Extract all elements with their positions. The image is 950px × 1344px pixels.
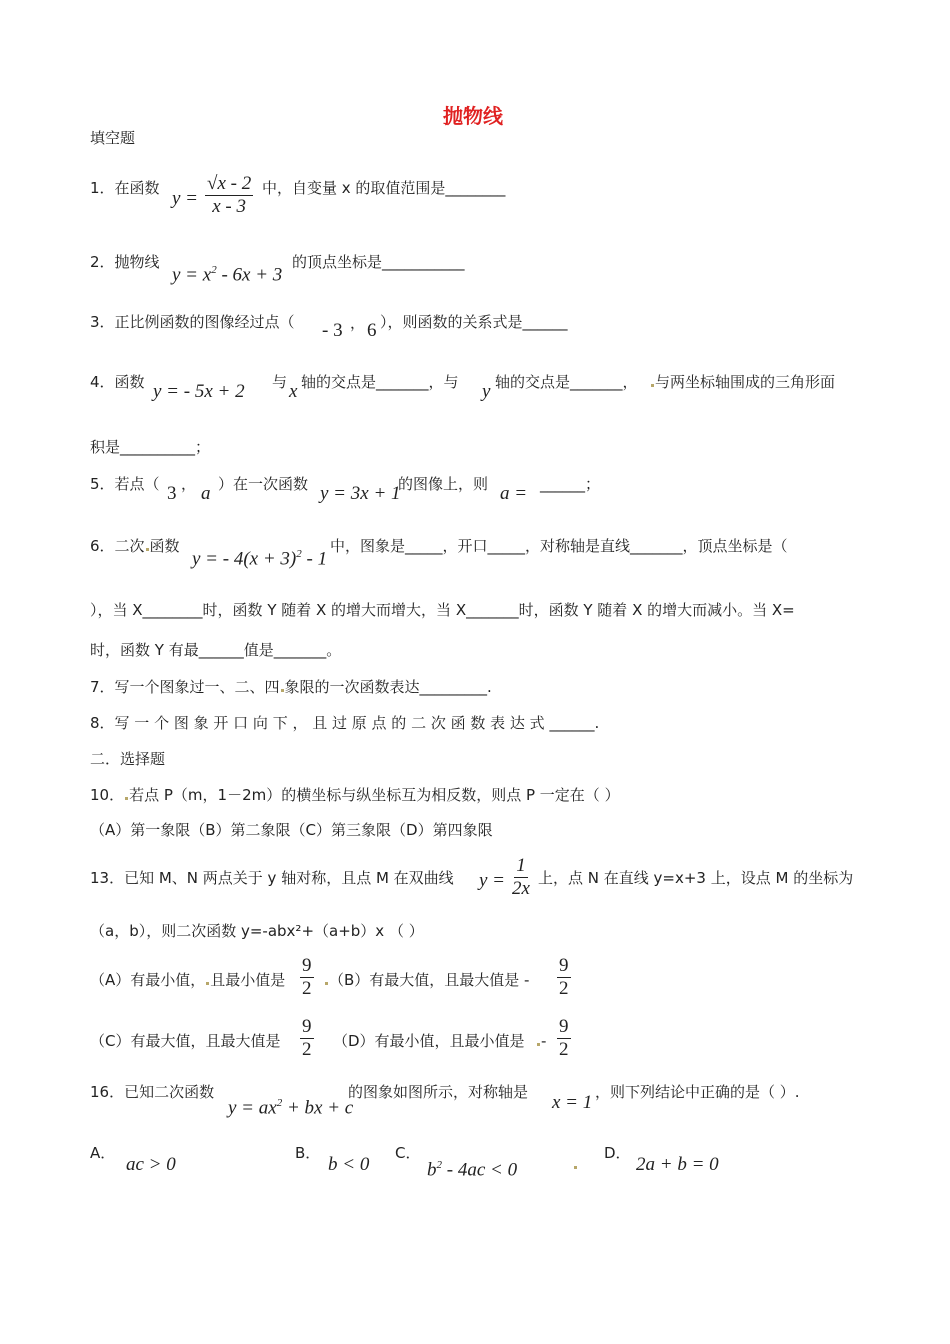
q16-option-d: 2a + b = 0 [636, 1154, 719, 1175]
q13-frac-c: $\frac{9}{2}$ [302, 1016, 312, 1060]
section-fill-blank: 填空题 [90, 129, 136, 147]
q16-option-a: ac > 0 [126, 1154, 176, 1175]
decor-dot [146, 548, 149, 551]
q4-pre: 4．函数 [90, 373, 145, 391]
q1-numerator: √x - 2 [207, 173, 252, 194]
q4-mid2: 轴的交点是_______，与 [301, 373, 459, 391]
page-title: 抛物线 [443, 104, 503, 128]
q4-post: 与两坐标轴围成的三角形面 [650, 372, 835, 392]
q6-line3: 时，函数 Y 有最______值是_______。 [90, 641, 342, 659]
q13-option-a: （A）有最小值， 且最小值是 [90, 971, 286, 989]
q3-post: ），则函数的关系式是______ [380, 313, 568, 331]
q3-point-x: - 3 [322, 320, 343, 341]
q5-comma: ， [181, 475, 197, 493]
q13-option-d-minus: - [536, 1031, 546, 1051]
q16-option-b-label: B． [295, 1144, 321, 1162]
q1-fraction [205, 173, 253, 218]
decor-dot [537, 1043, 540, 1046]
q13-denominator: 2x [512, 878, 530, 899]
q6-pre: 6．二次 函数 [90, 537, 180, 555]
q13-option-c: （C）有最大值，且最大值是 [90, 1032, 281, 1050]
q7: 7．写一个图象过一、二、四 象限的一次函数表达_________. [90, 678, 492, 696]
q3-pre: 3．正比例函数的图像经过点（ [90, 313, 295, 331]
q5-formula: y = 3x + 1 [320, 483, 401, 504]
q4-y: y [482, 381, 491, 402]
q2-pre: 2．抛物线 [90, 253, 160, 271]
q6-line2: ），当 X________时，函数 Y 随着 X 的增大而增大，当 X_______时，函数 Y 随着 X 的增大而减小。当 X= [90, 601, 795, 619]
q16-option-b: b < 0 [328, 1154, 370, 1175]
q16-option-c-label: C． [395, 1144, 421, 1162]
decor-dot [281, 689, 284, 692]
q6-post: 中，图象是_____，开口_____，对称轴是直线_______，顶点坐标是（ [330, 537, 788, 555]
q2-formula: $y = x^2 - 6x + 3$ [172, 264, 283, 286]
decor-dot [125, 797, 128, 800]
q5-point-a: a [201, 483, 211, 504]
q13-line2: （a，b），则二次函数 y=-abx²+（a+b）x （ ） [90, 922, 424, 940]
q4-mid3: 轴的交点是_______， [495, 373, 638, 391]
q13-fraction [510, 855, 532, 900]
q1-pre: 1．在函数 [90, 179, 160, 197]
decor-dot [206, 982, 209, 985]
q16-axis: x = 1 [552, 1092, 593, 1113]
q13-frac-b: $\frac{9}{2}$ [559, 955, 569, 999]
q13-frac-d: $\frac{9}{2}$ [559, 1016, 569, 1060]
decor-dot [325, 982, 328, 985]
q16-option-d-label: D． [604, 1144, 631, 1162]
q5-pre: 5．若点（ [90, 475, 160, 493]
q8: 8．写 一 个 图 象 开 口 向 下 ， 且 过 原 点 的 二 次 函 数 表 达 式 ______. [90, 714, 600, 732]
decor-dot [573, 1154, 578, 1173]
q5-answer: a = [500, 483, 528, 504]
q13-post: 上，点 N 在直线 y=x+3 上，设点 M 的坐标为 [538, 869, 854, 887]
q16-post: ，则下列结论中正确的是（ ）. [595, 1083, 800, 1101]
q1-post: 中，自变量 x 的取值范围是________ [262, 179, 506, 197]
q10-options: （A）第一象限（B）第二象限（C）第三象限（D）第四象限 [90, 821, 493, 839]
q13-pre: 13．已知 M、N 两点关于 y 轴对称，且点 M 在双曲线 [90, 869, 454, 887]
q3-point-y: 6 [367, 320, 377, 341]
q5-mid: ）在一次函数 [218, 475, 309, 493]
q16-pre: 16．已知二次函数 [90, 1083, 215, 1101]
q1-lhs: y = [172, 188, 199, 209]
q16-option-c: $b^2 - 4ac < 0$ [427, 1159, 518, 1181]
q13-numerator: 1 [516, 855, 526, 876]
q13-lhs: y = [479, 870, 506, 891]
q13-option-d: （D）有最小值，且最小值是 [333, 1032, 525, 1050]
q16-formula: $y = ax^2$ + bx + c [228, 1097, 354, 1119]
q2-post: 的顶点坐标是___________ [292, 253, 465, 271]
decor-dot [651, 384, 654, 387]
q10: 10． 若点 P（m，1－2m）的横坐标与纵坐标互为相反数，则点 P 一定在（ ） [90, 786, 620, 804]
q5-post: ______； [540, 475, 601, 493]
q16-mid: 的图象如图所示，对称轴是 [348, 1083, 529, 1101]
q5-mid2: 的图像上，则 [398, 475, 489, 493]
q4-x: x [289, 381, 298, 402]
q13-frac-a: $\frac{9}{2}$ [302, 955, 312, 999]
q3-comma: ， [350, 314, 366, 332]
q4-line2: 积是__________； [90, 438, 211, 456]
q16-option-a-label: A． [90, 1144, 116, 1162]
q4-mid1: 与 [272, 373, 288, 391]
section-choice: 二．选择题 [90, 750, 166, 768]
q5-point-x: 3 [167, 483, 177, 504]
q1-denominator: x - 3 [212, 196, 246, 217]
q4-formula: y = - 5x + 2 [153, 381, 245, 402]
q13-option-b: （B）有最大值，且最大值是 - [324, 970, 529, 990]
q6-formula: y = - $4(x + 3)^2 - 1$ [192, 548, 328, 570]
